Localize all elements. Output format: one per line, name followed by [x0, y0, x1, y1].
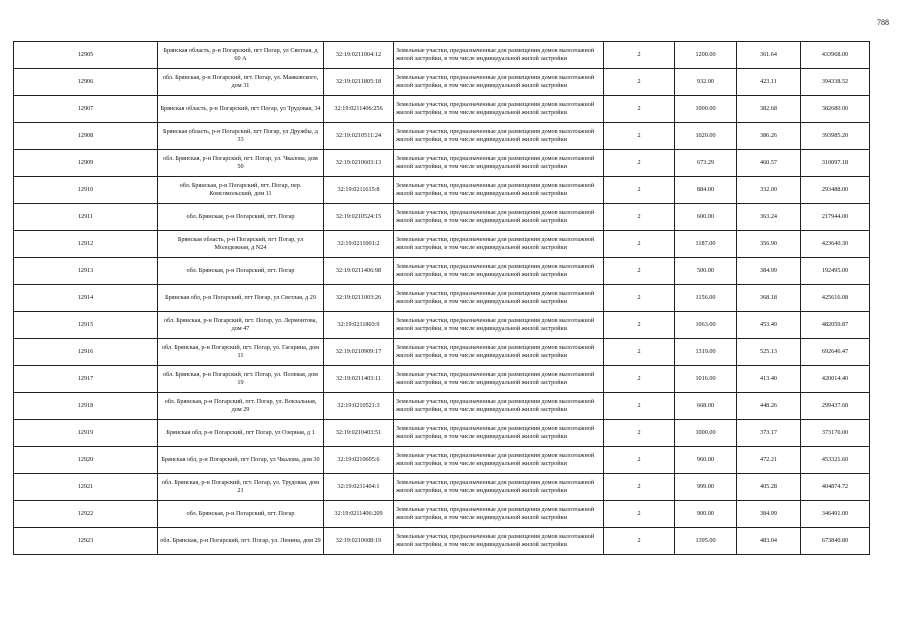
table-row: [14, 447, 870, 474]
group-cell: 2: [604, 420, 675, 447]
area-cell: 960.00: [675, 447, 737, 474]
land-purpose-cell: Земельные участки, предназначенные для размещения домов малоэтажной жилой застройки, в том числе индивидуальной жилой застройки: [394, 123, 604, 150]
unit-value-cell: 373.17: [737, 420, 801, 447]
area-cell: 1016.00: [675, 366, 737, 393]
row-number: 12909: [14, 150, 158, 177]
land-purpose-cell: Земельные участки, предназначенные для размещения домов малоэтажной жилой застройки, в том числе индивидуальной жилой застройки: [394, 528, 604, 555]
land-purpose-cell: Земельные участки, предназначенные для размещения домов малоэтажной жилой застройки, в том числе индивидуальной жилой застройки: [394, 474, 604, 501]
group-cell: 2: [604, 69, 675, 96]
table-row: [14, 123, 870, 150]
table-row: [14, 42, 870, 69]
row-number: 12923: [14, 528, 158, 555]
area-cell: 1156.00: [675, 285, 737, 312]
address-cell: обл. Брянская, р-н Погарский, пгт. Погар, ул. Полевая, дом 19: [158, 366, 324, 393]
area-cell: 673.29: [675, 150, 737, 177]
address-cell: обл. Брянская, р-н Погарский, пгт. Погар, ул. Чкалова, дом 50: [158, 150, 324, 177]
group-cell: 2: [604, 177, 675, 204]
unit-value-cell: 332.00: [737, 177, 801, 204]
unit-value-cell: 368.18: [737, 285, 801, 312]
land-purpose-cell: Земельные участки, предназначенные для размещения домов малоэтажной жилой застройки, в том числе индивидуальной жилой застройки: [394, 231, 604, 258]
cadastral-number-cell: 32:19:0210403:51: [324, 420, 394, 447]
group-cell: 2: [604, 528, 675, 555]
cadastral-value-cell: 425616.08: [801, 285, 870, 312]
row-number: 12907: [14, 96, 158, 123]
address-cell: Брянская обл, р-н Погарский, пгт Погар, ул Чкалова, дом 30: [158, 447, 324, 474]
cadastral-number-cell: 32:19:0211406:256: [324, 96, 394, 123]
row-number: 12917: [14, 366, 158, 393]
row-number: 12912: [14, 231, 158, 258]
row-number: 12905: [14, 42, 158, 69]
row-number: 12906: [14, 69, 158, 96]
address-cell: Брянская область, р-н Погарский, пгт Погар, ул Трудовая, 34: [158, 96, 324, 123]
area-cell: 600.00: [675, 204, 737, 231]
cadastral-value-cell: 482059.87: [801, 312, 870, 339]
row-number: 12908: [14, 123, 158, 150]
cadastral-value-cell: 310097.18: [801, 150, 870, 177]
cadastral-number-cell: 32:19:0211404:1: [324, 474, 394, 501]
table-row: [14, 150, 870, 177]
unit-value-cell: 423.11: [737, 69, 801, 96]
cadastral-number-cell: 32:19:0211001:2: [324, 231, 394, 258]
area-cell: 1020.00: [675, 123, 737, 150]
table-row: [14, 501, 870, 528]
group-cell: 2: [604, 150, 675, 177]
group-cell: 2: [604, 42, 675, 69]
unit-value-cell: 405.28: [737, 474, 801, 501]
table-row: [14, 177, 870, 204]
row-number: 12910: [14, 177, 158, 204]
unit-value-cell: 453.49: [737, 312, 801, 339]
cadastral-value-cell: 394338.52: [801, 69, 870, 96]
row-number: 12918: [14, 393, 158, 420]
table-row: [14, 420, 870, 447]
table-row: [14, 528, 870, 555]
address-cell: обл. Брянская, р-н Погарский, пгт. Погар, ул. Маяковского, дом 31: [158, 69, 324, 96]
unit-value-cell: 413.40: [737, 366, 801, 393]
table-row: [14, 393, 870, 420]
unit-value-cell: 356.90: [737, 231, 801, 258]
address-cell: обл. Брянская, р-н Погарский, пгт. Погар: [158, 204, 324, 231]
table-row: [14, 366, 870, 393]
cadastral-value-cell: 192495.00: [801, 258, 870, 285]
cadastral-value-cell: 423640.30: [801, 231, 870, 258]
row-number: 12922: [14, 501, 158, 528]
land-purpose-cell: Земельные участки, предназначенные для размещения домов малоэтажной жилой застройки, в том числе индивидуальной жилой застройки: [394, 69, 604, 96]
land-purpose-cell: Земельные участки, предназначенные для размещения домов малоэтажной жилой застройки, в том числе индивидуальной жилой застройки: [394, 501, 604, 528]
cadastral-value-cell: 382680.00: [801, 96, 870, 123]
cadastral-value-cell: 217944.00: [801, 204, 870, 231]
address-cell: обл. Брянская, р-н Погарский, пгт. Погар, ул. Лермонтова, дом 47: [158, 312, 324, 339]
cadastral-value-cell: 692646.47: [801, 339, 870, 366]
cadastral-value-cell: 673840.80: [801, 528, 870, 555]
cadastral-value-cell: 453321.60: [801, 447, 870, 474]
land-purpose-cell: Земельные участки, предназначенные для размещения домов малоэтажной жилой застройки, в том числе индивидуальной жилой застройки: [394, 447, 604, 474]
cadastral-number-cell: 32:19:0211803:9: [324, 312, 394, 339]
unit-value-cell: 525.13: [737, 339, 801, 366]
table-body: [14, 42, 870, 555]
land-purpose-cell: Земельные участки, предназначенные для размещения домов малоэтажной жилой застройки, в том числе индивидуальной жилой застройки: [394, 393, 604, 420]
cadastral-value-cell: 420014.40: [801, 366, 870, 393]
unit-value-cell: 382.68: [737, 96, 801, 123]
row-number: 12919: [14, 420, 158, 447]
group-cell: 2: [604, 393, 675, 420]
land-purpose-cell: Земельные участки, предназначенные для размещения домов малоэтажной жилой застройки, в том числе индивидуальной жилой застройки: [394, 42, 604, 69]
table-row: [14, 204, 870, 231]
area-cell: 1000.00: [675, 420, 737, 447]
address-cell: обл. Брянская, р-н Погарский, пгт. Погар, ул. Гагарина, дом 11: [158, 339, 324, 366]
land-purpose-cell: Земельные участки, предназначенные для размещения домов малоэтажной жилой застройки, в том числе индивидуальной жилой застройки: [394, 177, 604, 204]
land-purpose-cell: Земельные участки, предназначенные для размещения домов малоэтажной жилой застройки, в том числе индивидуальной жилой застройки: [394, 96, 604, 123]
area-cell: 1319.00: [675, 339, 737, 366]
address-cell: Брянская обл, р-н Погарский, пгт Погар, ул Светлая, д 29: [158, 285, 324, 312]
address-cell: обл. Брянская, р-н Погарский, пгт. Погар, ул. Ленина, дом 29: [158, 528, 324, 555]
cadastral-value-cell: 433968.00: [801, 42, 870, 69]
area-cell: 1200.00: [675, 42, 737, 69]
area-cell: 668.00: [675, 393, 737, 420]
row-number: 12914: [14, 285, 158, 312]
group-cell: 2: [604, 474, 675, 501]
cadastral-number-cell: 32:19:0210511:24: [324, 123, 394, 150]
address-cell: Брянская область, р-н Погарский, пгт Погар, ул Светлая, д 60 А: [158, 42, 324, 69]
table-row: [14, 69, 870, 96]
cadastral-number-cell: 32:19:0211403:11: [324, 366, 394, 393]
cadastral-number-cell: 32:19:0210603:13: [324, 150, 394, 177]
group-cell: 2: [604, 231, 675, 258]
land-registry-table: [13, 41, 870, 555]
area-cell: 932.00: [675, 69, 737, 96]
row-number: 12916: [14, 339, 158, 366]
cadastral-number-cell: 32:19:0210608:19: [324, 528, 394, 555]
table-row: [14, 312, 870, 339]
address-cell: обл. Брянская, р-н Погарский, пгт. Погар: [158, 258, 324, 285]
area-cell: 884.00: [675, 177, 737, 204]
address-cell: Брянская область, р-н Погарский, пгт Погар, ул Дружбы, д 33: [158, 123, 324, 150]
cadastral-value-cell: 393985.20: [801, 123, 870, 150]
address-cell: обл. Брянская, р-н Погарский, пгт. Погар, ул. Трудовая, дом 21: [158, 474, 324, 501]
row-number: 12921: [14, 474, 158, 501]
area-cell: 1395.00: [675, 528, 737, 555]
table-row: [14, 231, 870, 258]
address-cell: обл. Брянская, р-н Погарский, пгт. Погар: [158, 501, 324, 528]
page-number: 788: [877, 18, 889, 27]
group-cell: 2: [604, 366, 675, 393]
land-purpose-cell: Земельные участки, предназначенные для размещения домов малоэтажной жилой застройки, в том числе индивидуальной жилой застройки: [394, 312, 604, 339]
group-cell: 2: [604, 312, 675, 339]
group-cell: 2: [604, 501, 675, 528]
cadastral-number-cell: 32:19:0211805:18: [324, 69, 394, 96]
row-number: 12920: [14, 447, 158, 474]
area-cell: 1187.00: [675, 231, 737, 258]
land-purpose-cell: Земельные участки, предназначенные для размещения домов малоэтажной жилой застройки, в том числе индивидуальной жилой застройки: [394, 204, 604, 231]
group-cell: 2: [604, 447, 675, 474]
group-cell: 2: [604, 339, 675, 366]
cadastral-number-cell: 32:19:0210605:6: [324, 447, 394, 474]
table-row: [14, 339, 870, 366]
cadastral-value-cell: 373170.00: [801, 420, 870, 447]
cadastral-number-cell: 32:19:0211615:8: [324, 177, 394, 204]
row-number: 12911: [14, 204, 158, 231]
area-cell: 1000.00: [675, 96, 737, 123]
land-purpose-cell: Земельные участки, предназначенные для размещения домов малоэтажной жилой застройки, в том числе индивидуальной жилой застройки: [394, 366, 604, 393]
group-cell: 2: [604, 123, 675, 150]
group-cell: 2: [604, 258, 675, 285]
cadastral-number-cell: 32:19:0210909:17: [324, 339, 394, 366]
land-purpose-cell: Земельные участки, предназначенные для размещения домов малоэтажной жилой застройки, в том числе индивидуальной жилой застройки: [394, 420, 604, 447]
land-purpose-cell: Земельные участки, предназначенные для размещения домов малоэтажной жилой застройки, в том числе индивидуальной жилой застройки: [394, 258, 604, 285]
group-cell: 2: [604, 204, 675, 231]
table-row: [14, 474, 870, 501]
address-cell: обл. Брянская, р-н Погарский, пгт. Погар, пер. Комсомольский, дом 11: [158, 177, 324, 204]
cadastral-number-cell: 32:19:0210524:15: [324, 204, 394, 231]
cadastral-number-cell: 32:19:0211004:12: [324, 42, 394, 69]
cadastral-number-cell: 32:19:0211003:26: [324, 285, 394, 312]
cadastral-value-cell: 299437.68: [801, 393, 870, 420]
land-purpose-cell: Земельные участки, предназначенные для размещения домов малоэтажной жилой застройки, в том числе индивидуальной жилой застройки: [394, 285, 604, 312]
unit-value-cell: 472.21: [737, 447, 801, 474]
address-cell: Брянская обл, р-н Погарский, пгт Погар, ул Озерная, д 1: [158, 420, 324, 447]
address-cell: обл. Брянская, р-н Погарский, пгт. Погар, ул. Вокзальная, дом 29: [158, 393, 324, 420]
unit-value-cell: 448.26: [737, 393, 801, 420]
table-row: [14, 285, 870, 312]
cadastral-value-cell: 404874.72: [801, 474, 870, 501]
group-cell: 2: [604, 96, 675, 123]
unit-value-cell: 483.04: [737, 528, 801, 555]
unit-value-cell: 386.26: [737, 123, 801, 150]
table-row: [14, 96, 870, 123]
unit-value-cell: 363.24: [737, 204, 801, 231]
area-cell: 999.00: [675, 474, 737, 501]
unit-value-cell: 460.57: [737, 150, 801, 177]
row-number: 12913: [14, 258, 158, 285]
land-purpose-cell: Земельные участки, предназначенные для размещения домов малоэтажной жилой застройки, в том числе индивидуальной жилой застройки: [394, 339, 604, 366]
land-purpose-cell: Земельные участки, предназначенные для размещения домов малоэтажной жилой застройки, в том числе индивидуальной жилой застройки: [394, 150, 604, 177]
area-cell: 500.00: [675, 258, 737, 285]
area-cell: 900.00: [675, 501, 737, 528]
unit-value-cell: 384.99: [737, 258, 801, 285]
unit-value-cell: 384.99: [737, 501, 801, 528]
unit-value-cell: 361.64: [737, 42, 801, 69]
area-cell: 1063.00: [675, 312, 737, 339]
cadastral-number-cell: 32:19:0211406:98: [324, 258, 394, 285]
table-row: [14, 258, 870, 285]
row-number: 12915: [14, 312, 158, 339]
cadastral-value-cell: 293488.00: [801, 177, 870, 204]
cadastral-value-cell: 346491.00: [801, 501, 870, 528]
cadastral-number-cell: 32:19:0210521:3: [324, 393, 394, 420]
address-cell: Брянская область, р-н Погарский, пгт Погар, ул Молодежная, д N24: [158, 231, 324, 258]
cadastral-number-cell: 32:19:0211406:209: [324, 501, 394, 528]
group-cell: 2: [604, 285, 675, 312]
